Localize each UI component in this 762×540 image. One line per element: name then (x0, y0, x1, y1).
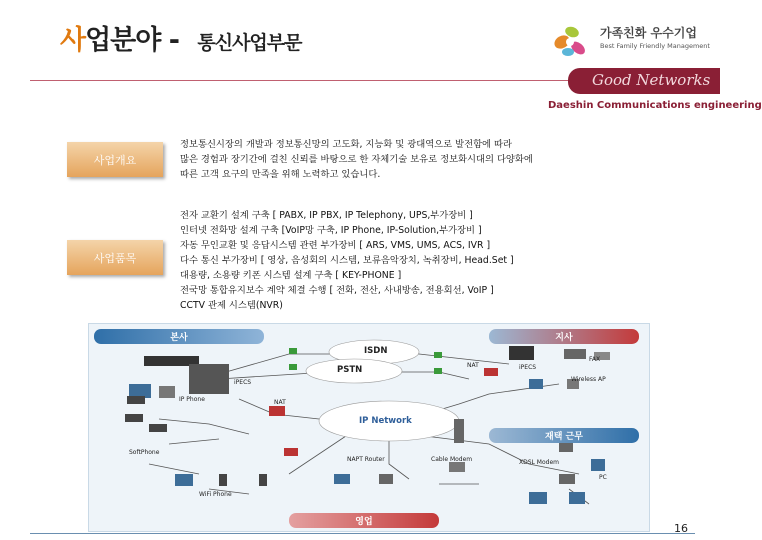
nat2-label: NAT (467, 362, 479, 369)
items-text (180, 208, 514, 313)
fax-label: FAX (589, 356, 601, 363)
award-subtitle: Best Family Friendly Management (600, 42, 710, 50)
items-line: 전자 교환기 설계 구축 [ PABX, IP PBX, IP Telephony, UPS,부가장비 ] (180, 210, 473, 221)
remote-bar: 재택 근무 (489, 428, 639, 443)
xdsl-modem-label: XDSL Modem (519, 459, 559, 466)
company-name: Daeshin Communications engineering (548, 100, 762, 111)
overview-line: 따른 고객 요구의 만족을 위해 노력하고 있습니다. (180, 169, 381, 180)
pstn-label: PSTN (337, 365, 363, 375)
family-friendly-logo-icon (548, 20, 598, 64)
items-line: 자동 무인교환 및 응답시스템 관련 부가장비 [ ARS, VMS, UMS, ACS, IVR ] (180, 240, 491, 251)
items-line: 대용량, 소용량 키폰 시스템 설계 구축 [ KEY-PHONE ] (180, 270, 402, 281)
ip-phone-label: IP Phone (179, 396, 205, 403)
overview-line: 많은 경험과 장기간에 걸친 신뢰를 바탕으로 한 자체기술 보유로 정보화시대의 다양화에 (180, 154, 533, 165)
overview-text (180, 137, 533, 182)
page-number: 16 (674, 522, 688, 535)
page-title-main: 업분야 - (85, 25, 188, 56)
cable-modem-label: Cable Modem (431, 456, 473, 463)
award-title: 가족친화 우수기업 (600, 26, 697, 40)
softphone-label: SoftPhone (129, 449, 160, 456)
branch-bar: 지사 (489, 329, 639, 344)
wireless-ap-label: Wireless AP (571, 376, 606, 383)
overview-line: 정보통신시장의 개발과 정보통신망의 고도화, 지능화 및 광대역으로 발전함에 따라 (180, 139, 512, 150)
ipecs-label: iPECS (234, 379, 252, 386)
isdn-label: ISDN (364, 346, 388, 356)
items-line: 인터넷 전화망 설계 구축 [VoIP망 구축, IP Phone, IP-Solution,부가장비 ] (180, 225, 482, 236)
wifi-phone-label: WiFi Phone (199, 491, 232, 498)
items-line: 전국망 통합유지보수 계약 체결 수행 [ 전화, 전산, 사내방송, 전용회선, VoIP ] (180, 285, 494, 296)
network-diagram (88, 323, 650, 532)
hq-bar: 본사 (94, 329, 264, 344)
page-title-accent: 사 (60, 25, 86, 56)
page-subtitle: 통신사업부문 (197, 32, 302, 54)
items-line: CCTV 관제 시스템(NVR) (180, 300, 283, 311)
napt-router-label: NAPT Router (347, 456, 385, 463)
overview-label: 사업개요 (67, 142, 163, 177)
footer-divider (30, 533, 695, 534)
items-label: 사업품목 (67, 240, 163, 275)
items-line: 다수 통신 부가장비 [ 영상, 음성회의 시스템, 보류음악장치, 녹취장비, Head.Set ] (180, 255, 514, 266)
small-office-bar: 영업 (289, 513, 439, 528)
ipnet-label: IP Network (359, 416, 412, 426)
nat-label: NAT (274, 399, 286, 406)
pc-label: PC (599, 474, 607, 481)
ipecs-branch-label: iPECS (519, 364, 537, 371)
brand-name: Good Networks (592, 71, 711, 89)
page-title (60, 18, 301, 57)
